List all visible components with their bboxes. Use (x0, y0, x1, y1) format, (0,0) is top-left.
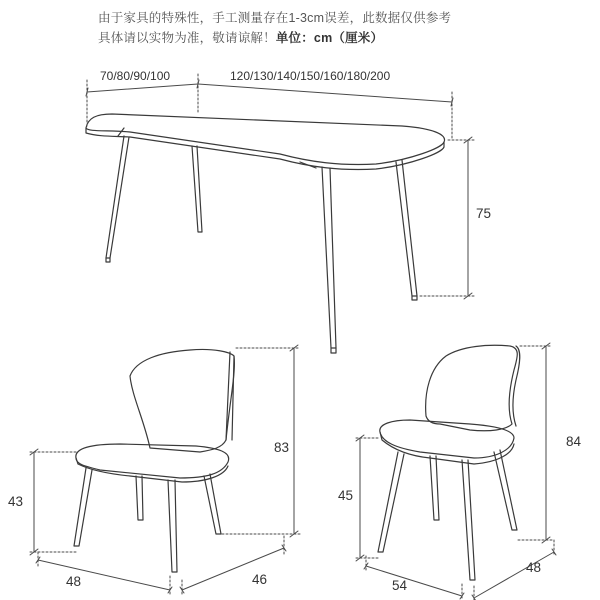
right-chair-total-height-label: 84 (566, 434, 582, 449)
table-width-label: 70/80/90/100 (100, 69, 171, 83)
table-dimension-lines (86, 74, 474, 299)
left-chair-dimension-lines (30, 345, 300, 596)
table-length-label: 120/130/140/150/160/180/200 (230, 69, 391, 83)
left-chair-total-height-label: 83 (274, 440, 290, 455)
left-chair-width-label: 48 (66, 574, 82, 589)
table-height-label: 75 (476, 206, 492, 221)
measurement-disclaimer: 由于家具的特殊性，手工测量存在1-3cm误差，此数据仅供参考 (98, 11, 452, 25)
measurement-note-text: 具体请以实物为准，敬请谅解！ (98, 31, 276, 45)
left-chair-depth-label: 46 (252, 572, 268, 587)
right-chair-drawing (378, 345, 520, 580)
left-chair-drawing (74, 349, 234, 572)
right-chair-seat-height-label: 45 (338, 488, 354, 503)
right-chair-depth-label: 48 (526, 560, 542, 575)
dining-table-drawing (86, 114, 445, 353)
unit-label: 单位：cm（厘米） (275, 31, 384, 45)
left-chair-seat-height-label: 43 (8, 494, 24, 509)
right-chair-width-label: 54 (392, 578, 408, 593)
